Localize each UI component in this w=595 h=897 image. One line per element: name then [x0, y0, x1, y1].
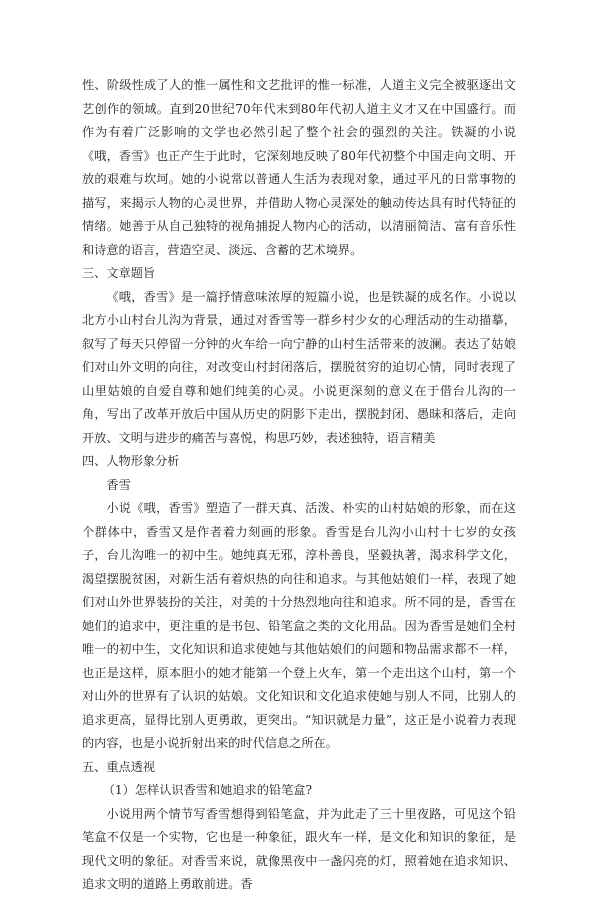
character-name: 香雪: [106, 477, 131, 492]
section-heading-characters: 四、人物形象分析: [82, 454, 180, 468]
paragraph-answer: 小说用两个情节写香雪想得到铅笔盒，并为此走了三十里夜路，可见这个铅笔盒不仅是一个实物，它也是一种象征，跟火车一样，是文化和知识的象征，是现代文明的象征。对香雪来说，就像黑夜中一盏闪亮的灯，照着她在追求知识、追求文明的道路上勇敢前进。香: [82, 806, 516, 891]
paragraph-theme: 《哦，香雪》是一篇抒情意味浓厚的短篇小说，也是铁凝的成名作。小说以北方小山村台儿沟为背景，通过对香雪等一群乡村少女的心理活动的生动描摹，叙写了每天只停留一分钟的火车给一向宁静的山村生活带来的波澜。表达了姑娘们对山外文明的向往，对改变山村封闭落后，摆脱贫穷的迫切心情，同时表现了山里姑娘的自爱自尊和她们纯美的心灵。小说更深刻的意义在于借台儿沟的一角，写出了改革开放后中国从历史的阴影下走出，摆脱封闭、愚昧和落后，走向开放、文明与进步的痛苦与喜悦，构思巧妙，表述独特，语言精美: [82, 289, 516, 445]
paragraph-background: 性、阶级性成了人的惟一属性和文艺批评的惟一标准，人道主义完全被驱逐出文艺创作的领域。直到20世纪70年代末到80年代初人道主义才又在中国盛行。而作为有着广泛影响的文学也必然引起了整个社会的强烈的关注。铁凝的小说《哦，香雪》也正产生于此时，它深刻地反映了80年代初整个中国走向文明、开放的艰难与坎坷。她的小说常以普通人生活为表现对象，通过平凡的日常事物的描写，来揭示人物的心灵世界，并借助人物心灵深处的触动传达具有时代特征的情绪。她善于从自己独特的视角捕捉人物内心的活动，以清丽简洁、富有音乐性和诗意的语言，营造空灵、淡远、含蓄的艺术境界。: [82, 78, 516, 257]
question-heading: （1）怎样认识香雪和她追求的铅笔盒?: [102, 783, 313, 797]
section-heading-theme: 三、文章题旨: [82, 266, 156, 280]
section-heading-focus: 五、重点透视: [82, 759, 156, 774]
paragraph-character: 小说《哦，香雪》塑造了一群天真、活泼、朴实的山村姑娘的形象，而在这个群体中，香雪又是作者着力刻画的形象。香雪是台儿沟小山村十七岁的女孩子，台儿沟唯一的初中生。她纯真无邪，淳朴善良，坚毅执著，渴求科学文化，渴望摆脱贫困，对新生活有着炽热的向往和追求。与其他姑娘们一样，表现了她们对山外世界装扮的关注，对美的十分热烈地向往和追求。所不同的是，香雪在她们的追求中，更注重的是书包、铅笔盒之类的文化用品。因为香雪是她们全村唯一的初中生，文化知识和追求使她与其他姑娘们的问题和物品需求都不一样，也正是这样，原本胆小的她才能第一个登上火车，第一个走出这个山村，第一个对山外的世界有了认识的姑娘。文化知识和文化追求使她与别人不同，比别人的追求更高，显得比别人更勇敢，更突出。“知识就是力量”，这正是小说着力表现的内容，也是小说折射出来的时代信息之所在。: [82, 501, 516, 750]
document-page: [82, 74, 516, 897]
